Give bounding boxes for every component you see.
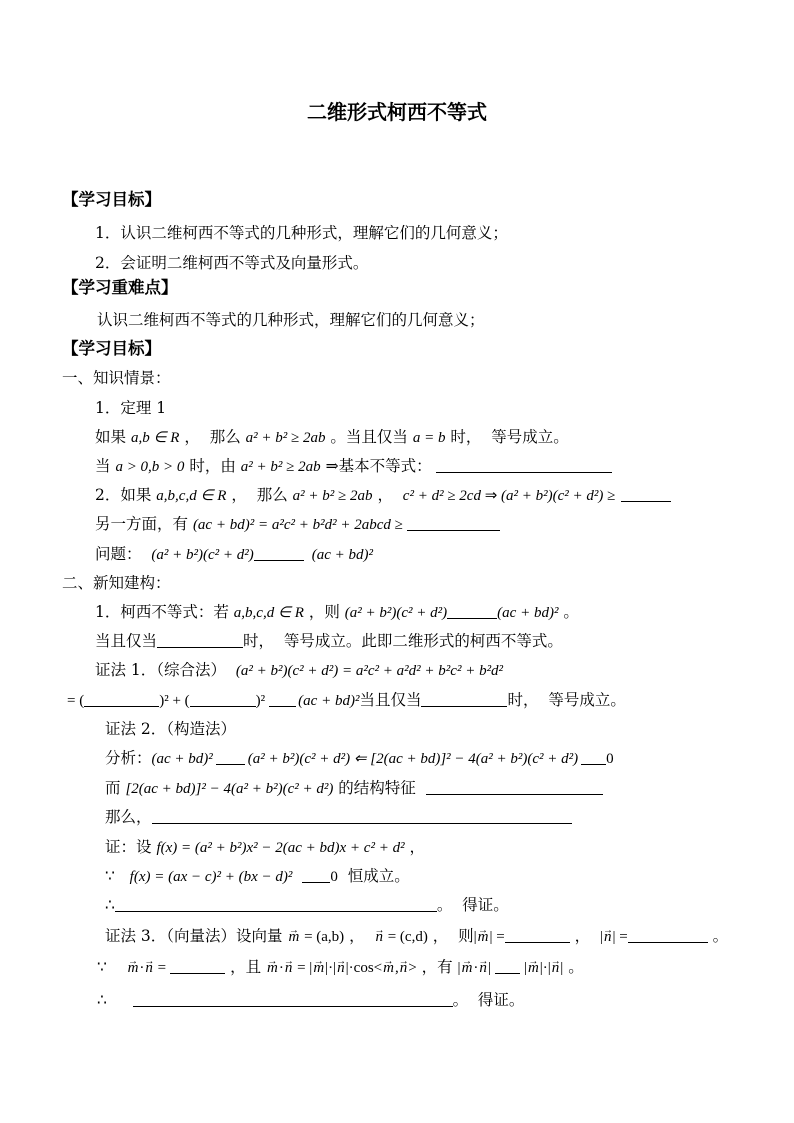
learning-goal-2-row (95, 252, 368, 274)
line-text: 。 (563, 958, 584, 976)
theorem-1-label: 1．定理 1 (95, 399, 167, 417)
line-text: 1．柯西不等式：若 (95, 603, 234, 621)
key-points-text: 认识二维柯西不等式的几种形式，理解它们的几何意义； (97, 311, 485, 329)
answer-blank (190, 692, 256, 707)
structure-row (105, 777, 603, 799)
math-formula: = (c,d) (383, 929, 428, 945)
knowledge-heading: 一、知识情景： (62, 369, 171, 387)
math-formula: | (457, 960, 461, 976)
implies-symbol: ⇒ (480, 488, 502, 504)
answer-blank (170, 959, 225, 974)
line-text: 。 (707, 927, 729, 945)
vector-therefore-row (97, 989, 524, 1011)
line-text: 证：设 (105, 838, 157, 856)
answer-blank (581, 750, 606, 765)
answer-blank (115, 897, 437, 912)
learning-goals-row (62, 189, 161, 211)
answer-blank (302, 868, 330, 883)
other-side-row (95, 513, 500, 535)
math-formula: f(x) = (ax − c)² + (bx − d)² (129, 869, 293, 885)
product-inequality-row (95, 484, 671, 506)
learning-goal-1-row (95, 222, 508, 244)
math-formula: | (473, 929, 477, 945)
key-points-text-row (97, 309, 485, 331)
therefore-row (105, 894, 509, 916)
vector-m: → m (477, 926, 490, 948)
math-formula: (a² + b²)(c² + d²) ≥ (501, 488, 616, 504)
math-formula: (a² + b²)(c² + d²) (344, 605, 448, 621)
math-formula: > (408, 960, 417, 976)
math-formula: a,b,c,d ∈ R (233, 605, 304, 621)
vector-m: → m (461, 957, 474, 979)
math-formula: (a² + b²)(c² + d²) ⇐ [2(ac + bd)]² − 4(a² + b²)(c² + d²) (247, 751, 579, 767)
math-formula: a,b,c,d ∈ R (156, 488, 227, 504)
line-text: 。当且仅当 (325, 428, 413, 446)
math-formula: 0 (606, 751, 614, 767)
line-text: 证法 1．（综合法） (95, 661, 236, 679)
vector-n: → n (336, 957, 346, 979)
learning-goals-heading: 【学习目标】 (62, 190, 161, 209)
line-text: 那么， (105, 808, 152, 826)
vector-m: → m (127, 957, 140, 979)
math-formula: | = (612, 929, 628, 945)
vector-m: → m (527, 957, 540, 979)
math-formula: (ac + bd)² (311, 547, 374, 563)
math-formula: = (a,b) (300, 929, 345, 945)
line-text: 时， 等号成立。此即二维形式的柯西不等式。 (243, 632, 563, 650)
vector-m: → m (287, 926, 300, 948)
document-title: 二维形式柯西不等式 (307, 100, 487, 124)
line-text: ， (404, 838, 426, 856)
vector-n: → n (284, 957, 294, 979)
math-formula: , (394, 960, 399, 976)
line-text: ， 那么 (179, 428, 246, 446)
vector-n: → n (551, 957, 561, 979)
math-formula: · (139, 960, 145, 976)
line-text: 。 得证。 (436, 896, 509, 914)
line-text: 。 (558, 603, 579, 621)
answer-blank (447, 604, 497, 619)
vector-n: → n (374, 926, 384, 948)
math-formula: a² + b² ≥ 2ab (245, 430, 326, 446)
vector-n: → n (478, 957, 488, 979)
math-formula: = (153, 960, 167, 976)
line-text: ∵ (105, 867, 130, 885)
answer-blank (505, 928, 570, 943)
line-text: ， (372, 486, 403, 504)
math-formula: | (487, 960, 491, 976)
then-row (105, 806, 572, 828)
math-formula: [2(ac + bd)]² − 4(a² + b²)(c² + d²) (125, 781, 334, 797)
vector-n: → n (399, 957, 409, 979)
math-formula: | (560, 960, 564, 976)
math-formula: · (473, 960, 479, 976)
vector-m: → m (312, 957, 325, 979)
math-formula: | (599, 929, 603, 945)
theorem-1-row (95, 397, 166, 419)
line-text: ∵ (97, 958, 127, 976)
since-row (105, 865, 410, 887)
proof-2-title: 证法 2．（构造法） (105, 720, 237, 738)
math-formula: | (523, 960, 527, 976)
math-formula: · (278, 960, 284, 976)
math-formula: (ac + bd)² (298, 693, 360, 709)
line-text: ，且 (225, 958, 266, 976)
vector-m: → m (382, 957, 395, 979)
proof-1-continuation-row (67, 689, 626, 711)
math-formula: )² (255, 693, 266, 709)
line-text: 恒成立。 (337, 867, 410, 885)
math-formula: (ac + bd)² (497, 605, 559, 621)
line-text: 。 得证。 (452, 991, 525, 1009)
math-formula: |·| (325, 960, 337, 976)
answer-blank (495, 959, 520, 974)
math-formula: |·| (539, 960, 551, 976)
answer-blank (133, 992, 453, 1007)
math-formula: (ac + bd)² = a²c² + b²d² + 2abcd ≥ (192, 517, 403, 533)
math-formula: = | (293, 960, 313, 976)
math-formula: | = (489, 929, 505, 945)
math-formula: c² + d² ≥ 2cd (402, 488, 481, 504)
math-formula: f(x) = (a² + b²)x² − 2(ac + bd)x + c² + d² (156, 840, 405, 856)
answer-blank (157, 633, 243, 648)
line-text: ，有 (416, 958, 458, 976)
answer-blank (407, 516, 500, 531)
proof-2-title-row (105, 718, 236, 740)
proof-3-row (105, 925, 728, 947)
math-formula: a > 0,b > 0 (115, 459, 185, 475)
math-formula: (a² + b²)(c² + d²) = a²c² + a²d² + b²c² + b²d² (235, 663, 504, 679)
math-formula: (a² + b²)(c² + d²) (151, 547, 254, 563)
line-text: 分析： (105, 749, 152, 767)
line-text: ， (344, 927, 375, 945)
answer-blank (152, 809, 572, 824)
answer-blank (84, 692, 159, 707)
line-text: 另一方面，有 (95, 515, 193, 533)
math-formula: a² + b² ≥ 2ab (240, 459, 321, 475)
answer-blank (621, 487, 671, 502)
analysis-row (105, 747, 614, 769)
proof-2-row (105, 836, 425, 858)
line-text: 当且仅当 (95, 632, 158, 650)
line-text: ∴ (105, 896, 115, 914)
line-text: ， (569, 927, 600, 945)
construction-heading-row (62, 572, 171, 594)
answer-blank (216, 750, 245, 765)
theorem-1-statement (95, 426, 569, 448)
line-text: 当且仅当 (359, 691, 422, 709)
key-points-heading: 【学习重难点】 (62, 278, 178, 297)
line-text: ⇒基本不等式： (320, 457, 432, 475)
math-formula: )² + ( (159, 693, 190, 709)
math-formula: = ( (67, 693, 85, 709)
line-text: 时， 等号成立。 (445, 428, 569, 446)
line-text: ，则 (303, 603, 345, 621)
equality-condition-row (95, 630, 563, 652)
vector-n: → n (144, 957, 154, 979)
learning-goal-2: 2．会证明二维柯西不等式及向量形式。 (95, 254, 369, 272)
line-text: 而 (105, 779, 126, 797)
knowledge-heading-row (62, 367, 171, 389)
line-text: 如果 (95, 428, 131, 446)
math-formula: a = b (412, 430, 446, 446)
line-text: ∴ (97, 991, 127, 1009)
construction-heading: 二、新知建构： (62, 574, 171, 592)
vector-m: → m (266, 957, 279, 979)
math-formula: |·cos< (345, 960, 383, 976)
answer-blank (628, 928, 708, 943)
answer-blank (421, 692, 507, 707)
line-text: 当 (95, 457, 116, 475)
line-text: 时，由 (184, 457, 241, 475)
math-formula: a² + b² ≥ 2ab (292, 488, 373, 504)
line-text: ， 则 (427, 927, 474, 945)
learning-goals-repeat-row (62, 338, 161, 360)
vector-n: → n (603, 926, 613, 948)
line-text: 证法 3．（向量法）设向量 (105, 927, 288, 945)
answer-blank (426, 780, 603, 795)
math-formula: a,b ∈ R (130, 430, 180, 446)
line-text: 2．如果 (95, 486, 157, 504)
basic-inequality-row (95, 455, 612, 477)
line-text: 时， 等号成立。 (507, 691, 626, 709)
cauchy-statement-row (95, 601, 579, 623)
vector-since-row (97, 956, 584, 978)
proof-1-row (95, 659, 503, 681)
key-points-row (62, 277, 178, 299)
line-text: 的结构特征 (333, 779, 426, 797)
question-row (95, 543, 373, 565)
math-formula: (ac + bd)² (151, 751, 213, 767)
answer-blank (436, 458, 612, 473)
math-formula: 0 (330, 869, 338, 885)
line-text: 问题： (95, 545, 152, 563)
answer-blank (254, 546, 304, 561)
answer-blank (269, 692, 296, 707)
learning-goal-1: 1．认识二维柯西不等式的几种形式，理解它们的几何意义； (95, 224, 508, 242)
line-text: ， 那么 (226, 486, 293, 504)
learning-goals-repeat-heading: 【学习目标】 (62, 339, 161, 358)
